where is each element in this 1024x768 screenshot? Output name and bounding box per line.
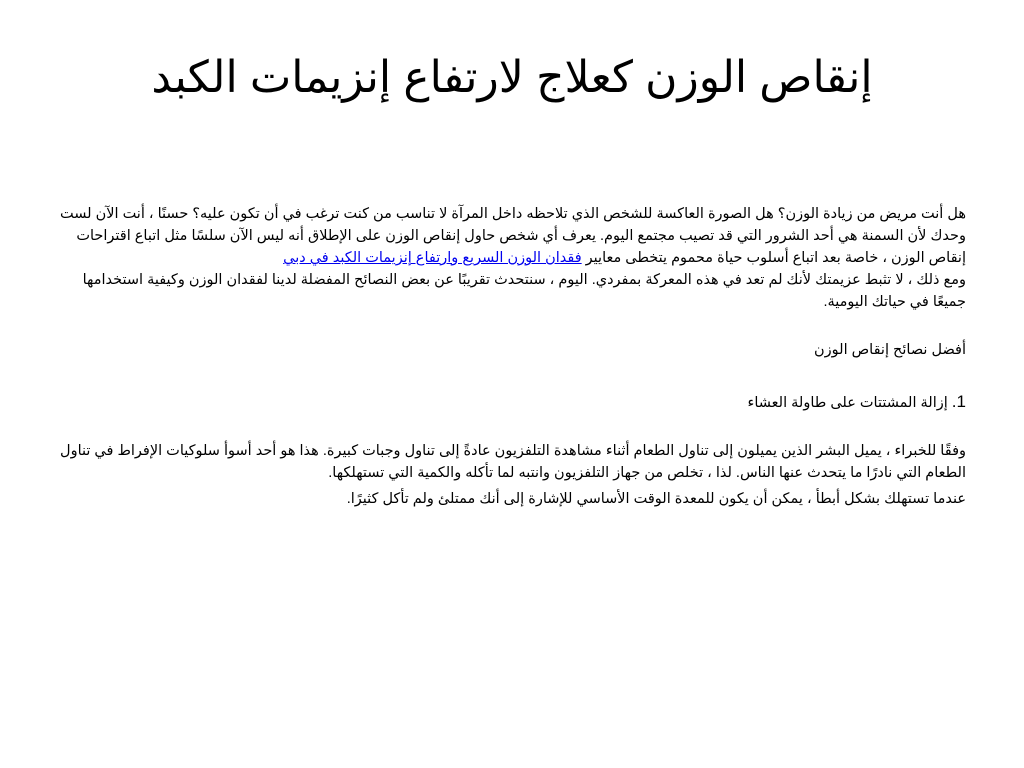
tip-1-heading (58, 391, 966, 414)
tip-1-number: 1. (951, 392, 966, 411)
intro-continuation: ومع ذلك ، لا تثبط عزيمتك لأنك لم تعد في هذه المعركة بمفردي. اليوم ، سنتحدث تقريبًا عن بعض النصائح المفضلة لدينا لفقدان الوزن وكيفية استخدامها جميعًا في حياتك اليومية. (82, 272, 966, 310)
tip-1-paragraph-2: عندما تستهلك بشكل أبطأ ، يمكن أن يكون للمعدة الوقت الأساسي للإشارة إلى أنك ممتلئ ولم تأكل كثيرًا. (346, 491, 966, 507)
weight-loss-dubai-link[interactable]: فقدان الوزن السريع وارتفاع إنزيمات الكبد في دبي (283, 250, 582, 266)
intro-text: هل أنت مريض من زيادة الوزن؟ هل الصورة العاكسة للشخص الذي تلاحظه داخل المرآة لا تناسب من كنت ترغب في أن تكون عليه؟ حسنًا ، أنت الآن لست وحدك لأن السمنة هي أحد الشرور التي قد تصيب مجتمع اليوم. يعرف أي شخص حاول إنقاص الوزن على الإطلاق أنه ليس الآن سلسًا مثل اتباع اقتراحات إنقاص الوزن ، خاصة بعد اتباع أسلوب حياة محموم يتخطى معايير (59, 206, 966, 266)
tip-1-label: إزالة المشتتات على طاولة العشاء (747, 395, 948, 411)
slide-body (58, 203, 966, 510)
tip-1-paragraph: وفقًا للخبراء ، يميل البشر الذين يميلون إلى تناول الطعام أثناء مشاهدة التلفزيون عادةً إلى تناول وجبات كبيرة. هذا هو أحد أسوأ سلوكيات الإفراط في تناول الطعام التي نادرًا ما يتحدث عنها الناس. لذا ، تخلص من جهاز التلفزيون وانتبه لما تأكله والكمية التي تستهلكها. (60, 443, 966, 481)
tips-heading: أفضل نصائح إنقاص الوزن (814, 342, 966, 358)
intro-paragraph (58, 203, 966, 269)
slide-title: إنقاص الوزن كعلاج لارتفاع إنزيمات الكبد (151, 53, 873, 102)
